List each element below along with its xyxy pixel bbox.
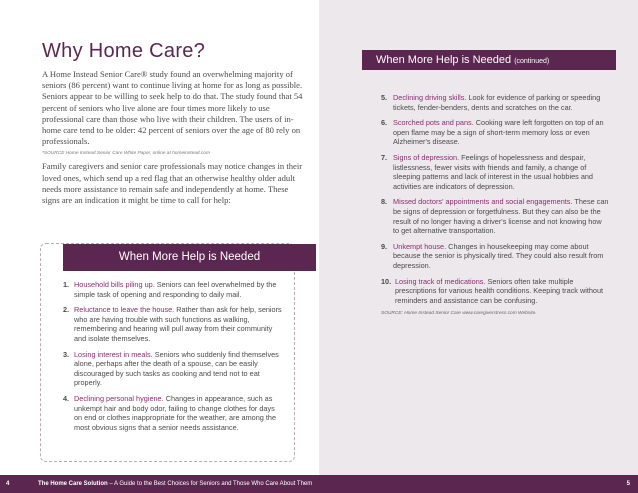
item-keyword: Losing track of medications. (395, 276, 486, 286)
list-item (63, 305, 283, 343)
item-keyword: Signs of depression. (393, 152, 460, 162)
second-paragraph: Family caregivers and senior care professionals may notice changes in their loved ones, which send up a red flag that an otherwise healthy older adult needs more assistance to remain safe and independently at home. These signs are an indication it might be time to call for help: (42, 161, 303, 206)
item-keyword: Household bills piling up. (74, 280, 155, 289)
item-number: 7. (381, 152, 388, 162)
item-number: 8. (381, 197, 388, 207)
continued-header-title: When More Help is Needed (376, 54, 512, 66)
item-number: 3. (63, 349, 70, 359)
help-box-header: When More Help is Needed (63, 244, 316, 271)
item-text: These can be signs of depression or forgetfulness. But they can also be the result of no longer having a driver's license and not knowing how to get alternative transportation. (393, 197, 609, 236)
list-item (63, 350, 283, 388)
item-number: 6. (381, 118, 388, 128)
item-text: Seniors often take multiple prescriptions for various health conditions. Keeping track without reminders and assistance can be confusing. (395, 276, 604, 305)
list-item (63, 280, 283, 299)
item-keyword: Unkempt house. (393, 241, 447, 251)
page-title: Why Home Care? (42, 40, 206, 62)
item-text: Look for evidence of parking or speeding tickets, fender-benders, dents and scratches on the car. (393, 93, 601, 112)
page-number-left: 4 (6, 481, 10, 487)
list-item (381, 277, 609, 306)
list-item (381, 197, 609, 235)
item-keyword: Missed doctors' appointments and social engagements. (393, 197, 573, 207)
page-number-right: 5 (626, 481, 630, 487)
continued-label: (continued) (514, 58, 550, 65)
continued-header (362, 50, 616, 70)
item-text: Seniors who suddenly find themselves alone, perhaps after the death of a spouse, can be easily discouraged by such tasks as cooking and tend not to eat properly. (74, 349, 279, 388)
list-item (381, 153, 609, 191)
item-keyword: Declining personal hygiene. (74, 393, 164, 403)
help-list-left (63, 280, 283, 438)
item-keyword: Scorched pots and pans. (393, 118, 474, 128)
item-number: 10. (381, 276, 392, 286)
footer-text (38, 475, 312, 493)
list-item (381, 242, 609, 271)
right-source-note: SOURCE: Home Instead Senior Care www.caregiverstress.com Website. (381, 311, 537, 317)
item-text: Rather than ask for help, seniors who are having trouble with such functions as walking, remembering and hearing will pull away from their community and isolate themselves. (74, 305, 282, 343)
item-number: 1. (63, 280, 70, 289)
help-list-right (381, 93, 609, 319)
list-item (381, 118, 609, 147)
item-number: 9. (381, 241, 388, 251)
item-text: Cooking ware left forgotten on top of an open flame may be a sign of short-term memory loss or even Alzheimer's disease. (393, 118, 604, 147)
item-keyword: Losing interest in meals. (74, 349, 153, 359)
book-title: The Home Care Solution (38, 481, 108, 487)
list-item (63, 394, 283, 432)
list-item (381, 93, 609, 112)
item-number: 5. (381, 93, 388, 102)
intro-paragraph: A Home Instead Senior Care® study found an overwhelming majority of seniors (86 percent) want to continue living at home for as long as possible. Seniors appear to be willing to seek help to do that. The study found that 54 percent of seniors who live alone are four times more likely to use professional care than those who live with their children. The users of in-home care tend to be older: 42 percent of seniors over the age of 80 rely on professionals. (42, 69, 303, 147)
item-number: 2. (63, 305, 70, 315)
footer-bar (0, 475, 638, 493)
item-text: Feelings of hopelessness and despair, listlessness, fewer visits with friends and family, a change of sleeping patterns and lack of interest in the usual hobbies and activities are indicators of depression. (393, 152, 593, 191)
item-text: Changes in housekeeping may come about because the senior is physically tired. They could also result from depression. (393, 241, 604, 270)
intro-source-note: *SOURCE Home Instead Senior Care White Paper, online at homeinstead.com (42, 151, 210, 157)
item-keyword: Reluctance to leave the house. (74, 305, 175, 315)
intro-section (42, 69, 304, 206)
item-text: Seniors can feel overwhelmed by the simple task of opening and responding to daily mail. (74, 280, 277, 299)
item-number: 4. (63, 393, 70, 403)
item-text: Changes in appearance, such as unkempt hair and body odor, failing to change clothes for days on end or clothes inappropriate for the weather, are among the most obvious signs that a senior needs assistance. (74, 393, 277, 432)
book-subtitle: – A Guide to the Best Choices for Seniors and Those Who Care About Them (107, 481, 313, 487)
item-keyword: Declining driving skills. (393, 93, 467, 102)
